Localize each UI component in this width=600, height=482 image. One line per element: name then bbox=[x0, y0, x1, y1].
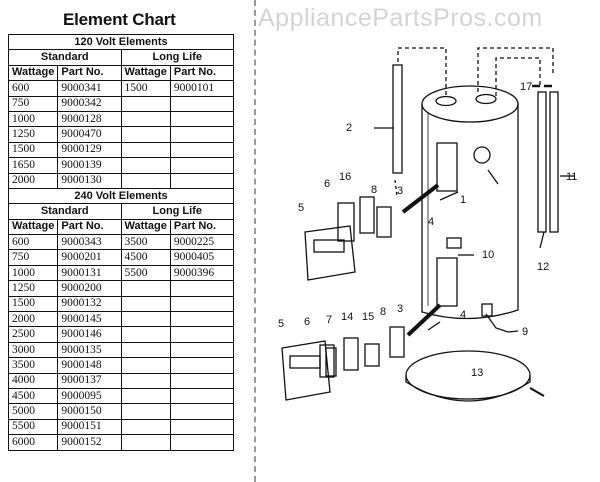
upper-thermostat bbox=[360, 197, 374, 233]
wattage-header: Wattage bbox=[9, 219, 58, 234]
callout-8b: 8 bbox=[380, 306, 387, 318]
ll-part-no: 9000405 bbox=[170, 250, 233, 265]
std-wattage: 1650 bbox=[9, 158, 58, 173]
std-wattage: 5000 bbox=[9, 404, 58, 419]
lower-cover bbox=[282, 341, 330, 400]
callout-4b: 4 bbox=[460, 309, 467, 321]
lower-thermostat bbox=[344, 338, 358, 370]
callout-5b: 5 bbox=[278, 318, 285, 330]
std-wattage: 4500 bbox=[9, 388, 58, 403]
std-part-no: 9000201 bbox=[58, 250, 121, 265]
std-part-no: 9000130 bbox=[58, 173, 121, 188]
upper-access-window bbox=[437, 143, 457, 191]
std-wattage: 3500 bbox=[9, 358, 58, 373]
ll-wattage: 3500 bbox=[121, 235, 170, 250]
std-wattage: 600 bbox=[9, 81, 58, 96]
callout-16: 16 bbox=[339, 171, 352, 183]
std-wattage: 750 bbox=[9, 250, 58, 265]
outlet-opening bbox=[476, 95, 496, 104]
std-part-no: 9000343 bbox=[58, 235, 121, 250]
callout-11: 11 bbox=[566, 171, 578, 183]
relief-valve bbox=[474, 147, 490, 163]
standard-header: Standard bbox=[9, 204, 122, 219]
std-part-no: 9000146 bbox=[58, 327, 121, 342]
chart-title: Element Chart bbox=[63, 10, 176, 29]
callout-2: 2 bbox=[346, 122, 353, 134]
section-title: 120 Volt Elements bbox=[9, 35, 234, 50]
std-wattage: 3000 bbox=[9, 342, 58, 357]
lower-element bbox=[408, 305, 440, 335]
callout-5a: 5 bbox=[298, 202, 305, 214]
std-part-no: 9000152 bbox=[58, 435, 121, 450]
nipple-left bbox=[538, 92, 546, 232]
wattage-header: Wattage bbox=[121, 219, 170, 234]
std-part-no: 9000132 bbox=[58, 296, 121, 311]
ll-part-no: 9000101 bbox=[170, 81, 233, 96]
callout-1: 1 bbox=[460, 194, 467, 206]
std-part-no: 9000095 bbox=[58, 388, 121, 403]
callout-17: 17 bbox=[520, 81, 533, 93]
part-no-header: Part No. bbox=[170, 65, 233, 80]
callout-10: 10 bbox=[482, 249, 495, 261]
std-part-no: 9000129 bbox=[58, 142, 121, 157]
std-wattage: 1500 bbox=[9, 296, 58, 311]
outlet-dashed-line bbox=[478, 48, 553, 92]
part-no-header: Part No. bbox=[170, 219, 233, 234]
long-life-header: Long Life bbox=[121, 50, 234, 65]
callout-13: 13 bbox=[471, 367, 484, 379]
ll-part-no: 9000396 bbox=[170, 265, 233, 280]
std-part-no: 9000151 bbox=[58, 419, 121, 434]
callout-7: 7 bbox=[326, 314, 333, 326]
std-wattage: 6000 bbox=[9, 435, 58, 450]
long-life-header: Long Life bbox=[121, 204, 234, 219]
section-title: 240 Volt Elements bbox=[9, 188, 234, 203]
standard-header: Standard bbox=[9, 50, 122, 65]
std-part-no: 9000128 bbox=[58, 111, 121, 126]
ll-wattage: 1500 bbox=[121, 81, 170, 96]
lower-thermostat-bracket bbox=[390, 327, 404, 357]
callout-3a: 3 bbox=[397, 185, 404, 197]
upper-cover bbox=[305, 226, 355, 280]
std-part-no: 9000342 bbox=[58, 96, 121, 111]
std-wattage: 5500 bbox=[9, 419, 58, 434]
lower-ecos bbox=[365, 344, 379, 366]
std-wattage: 4000 bbox=[9, 373, 58, 388]
std-part-no: 9000131 bbox=[58, 265, 121, 280]
inlet-opening bbox=[436, 97, 456, 106]
std-part-no: 9000139 bbox=[58, 158, 121, 173]
callout-3b: 3 bbox=[397, 303, 404, 315]
upper-element bbox=[403, 185, 438, 212]
std-part-no: 9000148 bbox=[58, 358, 121, 373]
std-part-no: 9000137 bbox=[58, 373, 121, 388]
ll-wattage: 4500 bbox=[121, 250, 170, 265]
std-wattage: 1250 bbox=[9, 127, 58, 142]
upper-ecos bbox=[377, 207, 391, 237]
std-part-no: 9000135 bbox=[58, 342, 121, 357]
ll-part-no: 9000225 bbox=[170, 235, 233, 250]
std-part-no: 9000341 bbox=[58, 81, 121, 96]
wattage-header: Wattage bbox=[121, 65, 170, 80]
tank-top bbox=[422, 86, 518, 122]
lower-access-window bbox=[437, 258, 457, 306]
std-part-no: 9000200 bbox=[58, 281, 121, 296]
inlet-dashed-line bbox=[398, 48, 446, 96]
std-wattage: 2000 bbox=[9, 173, 58, 188]
callout-8a: 8 bbox=[371, 184, 378, 196]
std-wattage: 2000 bbox=[9, 312, 58, 327]
part-no-header: Part No. bbox=[58, 65, 121, 80]
callout-15: 15 bbox=[362, 311, 375, 323]
std-wattage: 1000 bbox=[9, 265, 58, 280]
std-part-no: 9000150 bbox=[58, 404, 121, 419]
callout-4a: 4 bbox=[428, 216, 435, 228]
callout-6a: 6 bbox=[324, 178, 331, 190]
part-no-header: Part No. bbox=[58, 219, 121, 234]
std-wattage: 1250 bbox=[9, 281, 58, 296]
callout-9: 9 bbox=[522, 326, 529, 338]
std-wattage: 1500 bbox=[9, 142, 58, 157]
label-plate bbox=[447, 238, 461, 248]
std-wattage: 1000 bbox=[9, 111, 58, 126]
std-part-no: 9000145 bbox=[58, 312, 121, 327]
std-wattage: 2500 bbox=[9, 327, 58, 342]
dip-tube bbox=[393, 65, 402, 173]
nipple-right bbox=[550, 92, 558, 232]
watermark: AppliancePartsPros.com bbox=[258, 4, 543, 32]
std-wattage: 600 bbox=[9, 235, 58, 250]
callout-12: 12 bbox=[537, 261, 550, 273]
callout-6b: 6 bbox=[304, 316, 311, 328]
std-part-no: 9000470 bbox=[58, 127, 121, 142]
std-wattage: 750 bbox=[9, 96, 58, 111]
ll-wattage: 5500 bbox=[121, 265, 170, 280]
callout-14: 14 bbox=[341, 311, 354, 323]
wattage-header: Wattage bbox=[9, 65, 58, 80]
